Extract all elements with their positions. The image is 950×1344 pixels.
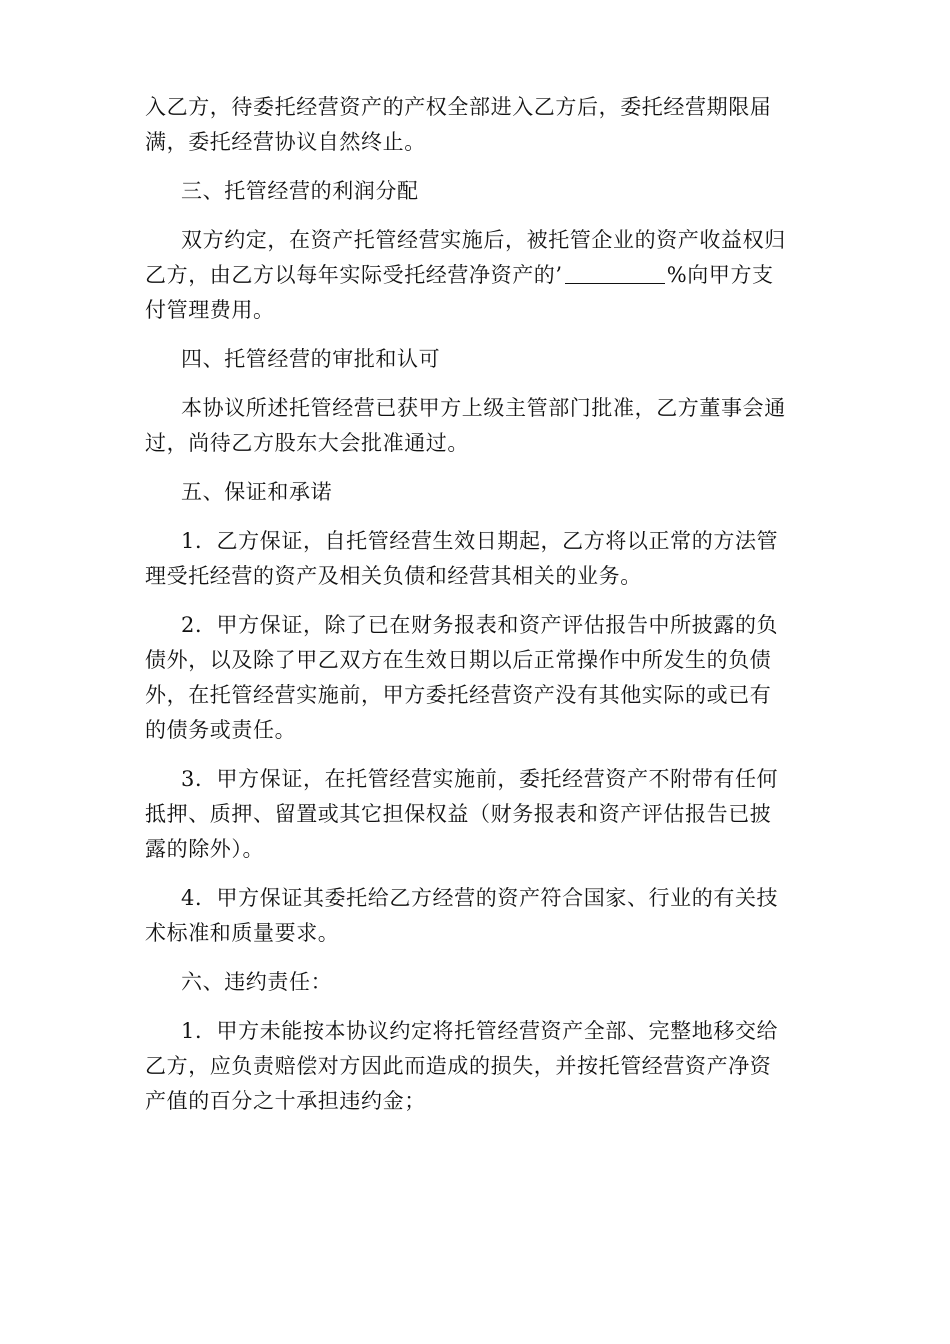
text-line: 理受托经营的资产及相关负债和经营其相关的业务。 (145, 564, 642, 588)
text-line: 的债务或责任。 (145, 718, 297, 742)
text-line: 露的除外）。 (145, 837, 265, 861)
section-heading-liability: 六、违约责任： (181, 970, 333, 994)
text-line: 过，尚待乙方股东大会批准通过。 (145, 431, 469, 455)
text-line: 3．甲方保证，在托管经营实施前，委托经营资产不附带有任何 (181, 767, 779, 791)
text-line: 4．甲方保证其委托给乙方经营的资产符合国家、行业的有关技 (181, 886, 779, 910)
text-line: 满，委托经营协议自然终止。 (145, 130, 426, 154)
paragraph-guarantee-2 (145, 608, 805, 748)
paragraph-profit-agreement (145, 223, 805, 328)
document-body (145, 90, 805, 1133)
text-line: 1．乙方保证，自托管经营生效日期起，乙方将以正常的方法管 (181, 529, 779, 553)
text-line: 本协议所述托管经营已获甲方上级主管部门批准，乙方董事会通 (181, 396, 786, 420)
text-line-with-blank: 乙方，由乙方以每年实际受托经营净资产的’ %向甲方支 (145, 263, 774, 287)
text-line: 乙方，应负责赔偿对方因此而造成的损失，并按托管经营资产净资 (145, 1054, 772, 1078)
text-line: 外，在托管经营实施前，甲方委托经营资产没有其他实际的或已有 (145, 683, 772, 707)
paragraph-approval (145, 391, 805, 461)
text-line: 术标准和质量要求。 (145, 921, 340, 945)
paragraph-continuation (145, 90, 805, 160)
paragraph-guarantee-3 (145, 762, 805, 867)
text-line: 2．甲方保证，除了已在财务报表和资产评估报告中所披露的负 (181, 613, 779, 637)
paragraph-liability-1 (145, 1014, 805, 1119)
text-line: 债外，以及除了甲乙双方在生效日期以后正常操作中所发生的负债 (145, 648, 772, 672)
text-line: 1．甲方未能按本协议约定将托管经营资产全部、完整地移交给 (181, 1019, 779, 1043)
text-line: 入乙方，待委托经营资产的产权全部进入乙方后，委托经营期限届 (145, 95, 772, 119)
paragraph-guarantee-1 (145, 524, 805, 594)
fill-in-blank (565, 261, 665, 284)
section-heading-guarantees: 五、保证和承诺 (181, 480, 333, 504)
section-heading-profit-distribution: 三、托管经营的利润分配 (181, 179, 419, 203)
text-line: 产值的百分之十承担违约金； (145, 1089, 426, 1113)
paragraph-guarantee-4 (145, 881, 805, 951)
text-line: 付管理费用。 (145, 298, 275, 322)
text-line: 双方约定，在资产托管经营实施后，被托管企业的资产收益权归 (181, 228, 786, 252)
text-line: 抵押、质押、留置或其它担保权益（财务报表和资产评估报告已披 (145, 802, 772, 826)
section-heading-approval: 四、托管经营的审批和认可 (181, 347, 441, 371)
